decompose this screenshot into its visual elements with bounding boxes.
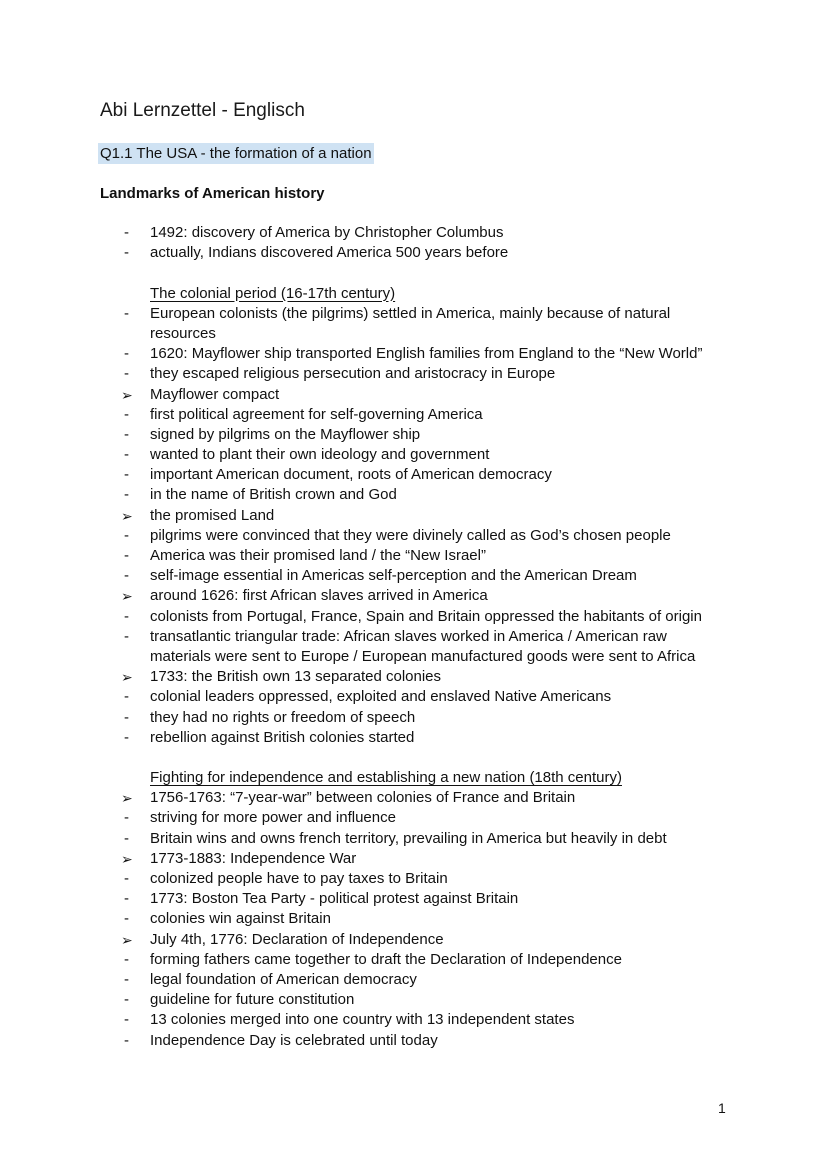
list-item — [0, 687, 828, 707]
arrow-bullet-icon: ➢ — [121, 931, 133, 948]
list-item — [0, 465, 828, 485]
list-item-text: colonial leaders oppressed, exploited and enslaved Native Americans — [150, 688, 612, 706]
list-item-text: pilgrims were convinced that they were divinely called as God’s chosen people — [150, 526, 671, 544]
arrow-bullet-icon: ➢ — [121, 850, 133, 867]
dash-bullet-icon: - — [124, 345, 129, 363]
dash-bullet-icon: - — [124, 486, 129, 504]
list-item-text: 1773-1883: Independence War — [150, 849, 357, 867]
dash-bullet-icon: - — [124, 1011, 129, 1029]
list-item-text: 13 colonies merged into one country with 13 independent states — [150, 1011, 575, 1029]
dash-bullet-icon: - — [124, 425, 129, 443]
list-item-text: in the name of British crown and God — [150, 486, 397, 504]
dash-bullet-icon: - — [124, 688, 129, 706]
list-item-text: rebellion against British colonies started — [150, 728, 415, 746]
list-item — [0, 445, 828, 465]
list-item — [0, 808, 828, 828]
list-item-text: European colonists (the pilgrims) settled in America, mainly because of natural — [150, 304, 671, 322]
list-item-text: 1620: Mayflower ship transported English families from England to the “New World” — [150, 345, 703, 363]
arrow-bullet-icon: ➢ — [121, 386, 133, 403]
dash-bullet-icon: - — [124, 890, 129, 908]
document-title: Abi Lernzettel - Englisch — [100, 100, 305, 121]
list-item-text: self-image essential in Americas self-perception and the American Dream — [150, 567, 637, 585]
list-item — [0, 485, 828, 505]
list-item-text: legal foundation of American democracy — [150, 970, 417, 988]
list-item — [0, 990, 828, 1010]
arrow-bullet-icon: ➢ — [121, 790, 133, 807]
sub-heading — [0, 768, 828, 788]
dash-bullet-icon: - — [124, 1031, 129, 1049]
list-item — [0, 647, 828, 667]
list-item-text: Mayflower compact — [150, 385, 280, 403]
list-item-text: actually, Indians discovered America 500 years before — [150, 244, 509, 262]
list-item — [0, 849, 828, 869]
dash-bullet-icon: - — [124, 829, 129, 847]
dash-bullet-icon: - — [124, 970, 129, 988]
list-item — [0, 586, 828, 606]
dash-bullet-icon: - — [124, 708, 129, 726]
dash-bullet-icon: - — [124, 547, 129, 564]
section-heading: Landmarks of American history — [100, 185, 325, 202]
list-item-text: first political agreement for self-governing America — [150, 405, 483, 423]
list-item — [0, 385, 828, 405]
list-item-text: 1733: the British own 13 separated colonies — [150, 668, 442, 686]
list-item — [0, 889, 828, 909]
blank-line — [0, 748, 828, 768]
list-item-text: guideline for future constitution — [150, 991, 355, 1009]
arrow-bullet-icon: ➢ — [121, 588, 133, 605]
list-item-text: 1492: discovery of America by Christopher Columbus — [150, 224, 504, 241]
list-item-text: striving for more power and influence — [150, 809, 396, 827]
list-item — [0, 243, 828, 263]
list-item — [0, 728, 828, 748]
dash-bullet-icon: - — [124, 950, 129, 968]
list-item-text: Independence Day is celebrated until today — [150, 1031, 438, 1049]
dash-bullet-icon: - — [124, 567, 129, 585]
dash-bullet-icon: - — [124, 728, 129, 746]
list-item — [0, 930, 828, 950]
dash-bullet-icon: - — [124, 870, 129, 887]
dash-bullet-icon: - — [124, 224, 129, 241]
list-item-text: July 4th, 1776: Declaration of Independence — [150, 930, 444, 948]
list-item-text: America was their promised land / the “New Israel” — [150, 547, 486, 564]
arrow-bullet-icon: ➢ — [121, 507, 133, 524]
dash-bullet-icon: - — [124, 365, 129, 383]
list-item — [0, 344, 828, 364]
list-item-text: transatlantic triangular trade: African slaves worked in America / American raw — [150, 627, 667, 645]
list-item — [0, 304, 828, 324]
list-item-text: 1773: Boston Tea Party - political protest against Britain — [150, 890, 519, 908]
list-item — [0, 1031, 828, 1051]
arrow-bullet-icon: ➢ — [121, 669, 133, 686]
list-item — [0, 526, 828, 546]
dash-bullet-icon: - — [124, 244, 129, 262]
sub-heading-text: Fighting for independence and establishing a new nation (18th century) — [150, 769, 622, 787]
list-item — [0, 909, 828, 929]
notes-list — [0, 223, 828, 1051]
list-item-text: resources — [150, 324, 216, 342]
list-item-text: colonists from Portugal, France, Spain and Britain oppressed the habitants of origin — [150, 607, 702, 625]
dash-bullet-icon: - — [124, 910, 129, 928]
dash-bullet-icon: - — [124, 466, 129, 484]
list-item-text: the promised Land — [150, 506, 275, 524]
list-item — [0, 425, 828, 445]
list-item-text: wanted to plant their own ideology and government — [150, 446, 490, 464]
list-item-text: materials were sent to Europe / European manufactured goods were sent to Africa — [150, 647, 696, 665]
list-item-text: they had no rights or freedom of speech — [150, 708, 416, 726]
sub-heading — [0, 284, 828, 304]
sub-heading-text: The colonial period (16-17th century) — [150, 284, 396, 302]
list-item — [0, 607, 828, 627]
list-item-text: they escaped religious persecution and aristocracy in Europe — [150, 365, 556, 383]
list-item — [0, 950, 828, 970]
dash-bullet-icon: - — [124, 526, 129, 544]
section-title-highlighted: Q1.1 The USA - the formation of a nation — [100, 145, 372, 162]
blank-line — [0, 263, 828, 283]
list-item — [0, 566, 828, 586]
list-item-text: Britain wins and owns french territory, prevailing in America but heavily in debt — [150, 829, 667, 847]
list-item-text: forming fathers came together to draft the Declaration of Independence — [150, 950, 622, 968]
list-item — [0, 667, 828, 687]
list-item — [0, 708, 828, 728]
list-item-text: 1756-1763: “7-year-war” between colonies of France and Britain — [150, 789, 576, 807]
dash-bullet-icon: - — [124, 809, 129, 827]
page-number: 1 — [718, 1100, 726, 1116]
list-item — [0, 829, 828, 849]
dash-bullet-icon: - — [124, 627, 129, 645]
list-item-text: signed by pilgrims on the Mayflower ship — [150, 425, 421, 443]
list-item — [0, 546, 828, 566]
list-item — [0, 869, 828, 889]
dash-bullet-icon: - — [124, 607, 129, 625]
list-item — [0, 970, 828, 990]
list-item — [0, 223, 828, 243]
list-item-text: colonies win against Britain — [150, 910, 331, 928]
list-item — [0, 1010, 828, 1030]
list-item — [0, 324, 828, 344]
list-item — [0, 506, 828, 526]
list-item — [0, 788, 828, 808]
list-item — [0, 364, 828, 384]
list-item — [0, 405, 828, 425]
dash-bullet-icon: - — [124, 304, 129, 322]
list-item — [0, 627, 828, 647]
dash-bullet-icon: - — [124, 991, 129, 1009]
list-item-text: colonized people have to pay taxes to Britain — [150, 870, 448, 887]
list-item-text: around 1626: first African slaves arrived in America — [150, 587, 488, 605]
dash-bullet-icon: - — [124, 446, 129, 464]
list-item-text: important American document, roots of American democracy — [150, 466, 552, 484]
dash-bullet-icon: - — [124, 405, 129, 423]
